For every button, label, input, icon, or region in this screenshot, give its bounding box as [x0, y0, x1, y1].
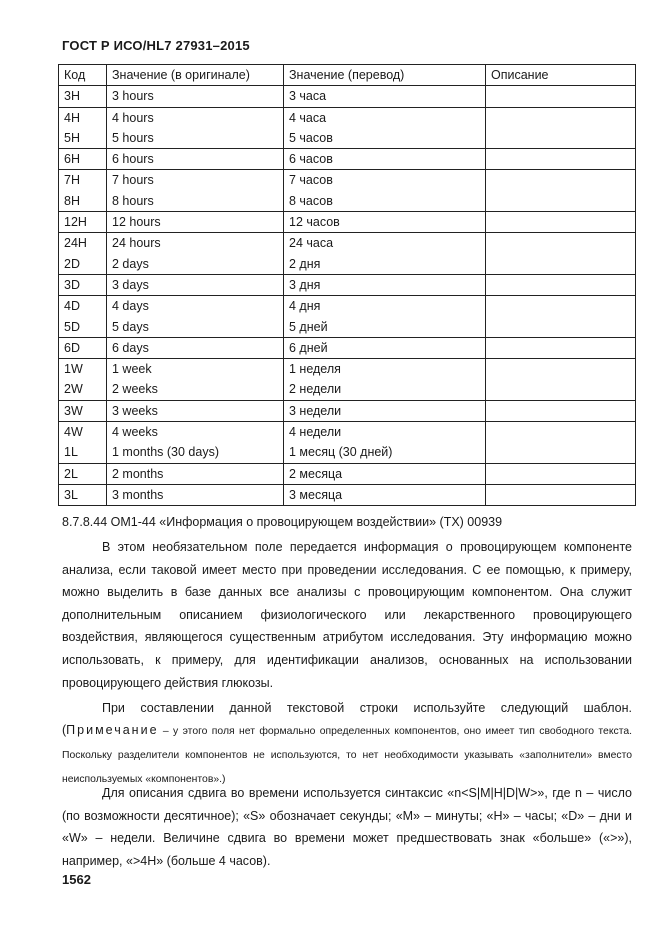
table-row [59, 463, 636, 484]
cell-translation: 4 дня [284, 296, 486, 317]
table-row [59, 191, 636, 212]
cell-description [486, 484, 636, 505]
cell-translation: 6 дней [284, 337, 486, 358]
cell-original: 5 hours [107, 128, 284, 149]
cell-code: 5H [59, 128, 107, 149]
cell-description [486, 191, 636, 212]
table-row [59, 233, 636, 254]
cell-code: 24H [59, 233, 107, 254]
cell-code: 2L [59, 463, 107, 484]
cell-original: 3 hours [107, 86, 284, 107]
table-row [59, 400, 636, 421]
cell-description [486, 337, 636, 358]
note-text: – у этого поля нет формально определенных компонентов, оно имеет тип свободного текста. Поскольку разделители компонентов не используются, то нет необходимости указывать «заполнители» вместо неиспользуемых «компонентов».) [62, 726, 632, 785]
table-row [59, 274, 636, 295]
table-row [59, 317, 636, 338]
cell-description [486, 86, 636, 107]
cell-original: 4 hours [107, 107, 284, 128]
note-label: Примечание [66, 723, 159, 737]
cell-description [486, 233, 636, 254]
section-heading: 8.7.8.44 ОМ1-44 «Информация о провоцирующем воздействии» (ТХ) 00939 [62, 515, 503, 529]
table-row [59, 212, 636, 233]
cell-translation: 7 часов [284, 170, 486, 191]
cell-translation: 3 недели [284, 400, 486, 421]
cell-description [486, 379, 636, 400]
cell-original: 1 week [107, 359, 284, 380]
table-row [59, 422, 636, 443]
cell-description [486, 359, 636, 380]
cell-description [486, 317, 636, 338]
table-row [59, 149, 636, 170]
cell-description [486, 170, 636, 191]
cell-code: 4W [59, 422, 107, 443]
cell-description [486, 254, 636, 275]
cell-translation: 24 часа [284, 233, 486, 254]
cell-code: 4D [59, 296, 107, 317]
cell-translation: 2 дня [284, 254, 486, 275]
table-row [59, 128, 636, 149]
cell-original: 3 weeks [107, 400, 284, 421]
cell-description [486, 128, 636, 149]
document-header: ГОСТ Р ИСО/HL7 27931–2015 [62, 38, 250, 53]
table-row [59, 359, 636, 380]
cell-code: 3L [59, 484, 107, 505]
cell-translation: 3 месяца [284, 484, 486, 505]
cell-description [486, 442, 636, 463]
cell-description [486, 400, 636, 421]
cell-original: 5 days [107, 317, 284, 338]
cell-code: 2D [59, 254, 107, 275]
cell-original: 3 days [107, 274, 284, 295]
cell-original: 6 hours [107, 149, 284, 170]
cell-translation: 8 часов [284, 191, 486, 212]
column-header-translation: Значение (перевод) [284, 65, 486, 86]
table-row [59, 379, 636, 400]
paragraph-template-intro [62, 697, 632, 791]
cell-original: 4 weeks [107, 422, 284, 443]
cell-translation: 4 недели [284, 422, 486, 443]
page-number: 1562 [62, 872, 91, 887]
cell-code: 4H [59, 107, 107, 128]
cell-description [486, 274, 636, 295]
cell-original: 3 months [107, 484, 284, 505]
cell-code: 3H [59, 86, 107, 107]
cell-translation: 12 часов [284, 212, 486, 233]
cell-original: 6 days [107, 337, 284, 358]
cell-code: 1L [59, 442, 107, 463]
codes-table [58, 64, 636, 506]
cell-translation: 3 часа [284, 86, 486, 107]
cell-code: 3W [59, 400, 107, 421]
table-header-row [59, 65, 636, 86]
cell-translation: 5 часов [284, 128, 486, 149]
cell-translation: 1 неделя [284, 359, 486, 380]
template-intro-text: При составлении данной текстовой строки используйте следующий шаблон. ( [62, 701, 632, 737]
cell-code: 6H [59, 149, 107, 170]
cell-code: 2W [59, 379, 107, 400]
cell-translation: 4 часа [284, 107, 486, 128]
cell-original: 7 hours [107, 170, 284, 191]
cell-original: 2 days [107, 254, 284, 275]
cell-description [486, 422, 636, 443]
cell-translation: 6 часов [284, 149, 486, 170]
table-row [59, 170, 636, 191]
cell-code: 6D [59, 337, 107, 358]
cell-original: 12 hours [107, 212, 284, 233]
table-row [59, 296, 636, 317]
paragraph-time-offset: Для описания сдвига во времени используется синтаксис «n<S|M|H|D|W>», где n – число (по возможности десятичное); «S» обозначает секунды; «М» – минуты; «Н» – часы; «D» – дни и «W» – недели. Величине сдвига во времени может предшествовать знак «больше» («>»), например, «>4Н» (больше 4 часов). [62, 786, 632, 868]
column-header-original: Значение (в оригинале) [107, 65, 284, 86]
cell-description [486, 107, 636, 128]
cell-description [486, 212, 636, 233]
cell-original: 2 weeks [107, 379, 284, 400]
cell-code: 12H [59, 212, 107, 233]
paragraph-description: В этом необязательном поле передается информация о провоцирующем компоненте анализа, если таковой имеет место при проведении исследования. С ее помощью, к примеру, можно выделить в базе данных все анализы с провоцирующим компонентом. Она служит дополнительным описанием физиологического или лекарственного провоцирующего воздействия, являющегося существенным атрибутом исследования. Эту информацию можно использовать, к примеру, для идентификации анализов, основанных на использовании провоцирующего действия глюкозы. [62, 540, 632, 690]
cell-translation: 5 дней [284, 317, 486, 338]
cell-original: 1 months (30 days) [107, 442, 284, 463]
table-row [59, 337, 636, 358]
cell-translation: 2 месяца [284, 463, 486, 484]
cell-original: 4 days [107, 296, 284, 317]
cell-code: 1W [59, 359, 107, 380]
table-row [59, 442, 636, 463]
cell-original: 24 hours [107, 233, 284, 254]
cell-description [486, 463, 636, 484]
column-header-description: Описание [486, 65, 636, 86]
table-row [59, 107, 636, 128]
cell-translation: 3 дня [284, 274, 486, 295]
cell-original: 2 months [107, 463, 284, 484]
cell-translation: 1 месяц (30 дней) [284, 442, 486, 463]
cell-code: 7H [59, 170, 107, 191]
cell-description [486, 149, 636, 170]
cell-original: 8 hours [107, 191, 284, 212]
cell-description [486, 296, 636, 317]
cell-code: 3D [59, 274, 107, 295]
table-row [59, 86, 636, 107]
cell-translation: 2 недели [284, 379, 486, 400]
table-row [59, 254, 636, 275]
table-row [59, 484, 636, 505]
cell-code: 8H [59, 191, 107, 212]
cell-code: 5D [59, 317, 107, 338]
column-header-code: Код [59, 65, 107, 86]
